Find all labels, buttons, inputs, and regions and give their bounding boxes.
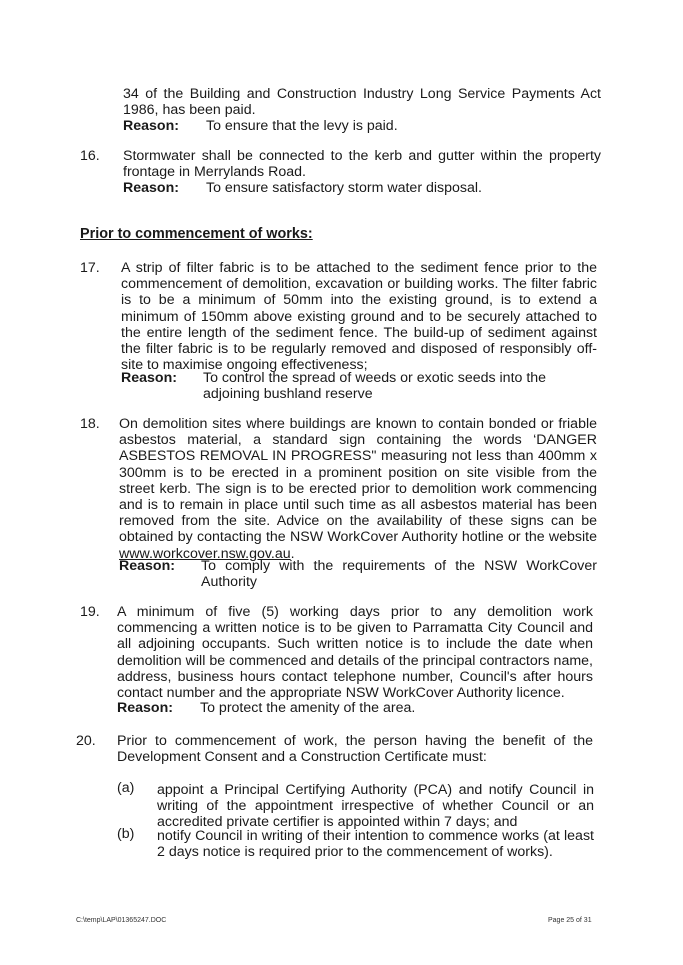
intro-paragraph: 34 of the Building and Construction Industry Long Service Payments Act 1986, has been paid. xyxy=(123,86,601,119)
item-16-reason xyxy=(123,180,601,197)
reason-text: To control the spread of weeds or exotic seeds into the adjoining bushland reserve xyxy=(203,370,547,403)
reason-text: To comply with the requirements of the NSW WorkCover Authority xyxy=(201,558,597,591)
footer-file-path: C:\temp\LAP\01365247.DOC xyxy=(76,917,167,924)
item-19-reason xyxy=(117,700,593,717)
item-18-body: On demolition sites where buildings are known to contain bonded or friable asbestos material, a standard sign containing the words ‘DANGER ASBESTOS REMOVAL IN PROGRESS" measuring not less than 400mm x 300mm is to be erected in a prominent position on site visible from the street kerb. The sign is to be erected prior to demolition work commencing and is to remain in place until such time as all asbestos material has been removed from the site. Advice on the availability of these signs can be obtained by contacting the NSW WorkCover Authority hotline or the website xyxy=(119,416,597,546)
item-number: 19. xyxy=(80,604,100,620)
link-suffix: . xyxy=(290,545,295,562)
item-19-text: A minimum of five (5) working days prior to any demolition work commencing a written notice is to be given to Parramatta City Council and all adjoining occupants. Such written notice is to include the date when demolition will be commenced and details of the principal contractors name, address, business hours contact telephone number, Council's after hours contact number and the appropriate NSW WorkCover Authority licence. xyxy=(117,604,593,702)
reason-text: To protect the amenity of the area. xyxy=(200,700,416,716)
item-number: 17. xyxy=(80,260,100,276)
workcover-website-link[interactable]: www.workcover.nsw.gov.au xyxy=(119,545,291,562)
reason-text: To ensure satisfactory storm water disposal. xyxy=(206,180,482,196)
reason-label: Reason: xyxy=(119,558,175,574)
item-16-text: Stormwater shall be connected to the kerb and gutter within the property frontage in Merrylands Road. xyxy=(123,148,601,181)
item-20-text: Prior to commencement of work, the person having the benefit of the Development Consent and a Construction Certificate must: xyxy=(117,733,593,766)
reason-label: Reason: xyxy=(123,180,179,196)
reason-label: Reason: xyxy=(123,118,179,134)
sub-item-a-label: (a) xyxy=(117,780,135,796)
sub-item-b-text: notify Council in writing of their intention to commence works (at least 2 days notice is required prior to the commencement of works). xyxy=(157,828,594,861)
reason-label: Reason: xyxy=(117,700,173,716)
item-number: 16. xyxy=(80,148,100,164)
item-18-text xyxy=(119,416,597,562)
item-17-text: A strip of filter fabric is to be attached to the sediment fence prior to the commencement of demolition, excavation or building works. The filter fabric is to be a minimum of 50mm into the existing ground, is to extend a minimum of 150mm above existing ground and to be securely attached to the entire length of the sediment fence. The build-up of sediment against the filter fabric is to be regularly removed and disposed of responsibly off-site to maximise ongoing effectiveness; xyxy=(121,260,597,374)
reason-label: Reason: xyxy=(121,370,177,386)
item-number: 20. xyxy=(76,733,96,749)
footer-page-number: Page 25 of 31 xyxy=(548,917,592,924)
sub-item-a-text: appoint a Principal Certifying Authority (PCA) and notify Council in writing of the appointment irrespective of whether Council or an accredited private certifier is appointed within 7 days; and xyxy=(157,782,594,831)
section-heading: Prior to commencement of works: xyxy=(80,226,313,242)
item-17-reason xyxy=(121,370,597,404)
item-number: 18. xyxy=(80,416,100,432)
reason-text: To ensure that the levy is paid. xyxy=(206,118,398,134)
item-18-reason xyxy=(119,558,597,592)
sub-item-b-label: (b) xyxy=(117,826,135,842)
intro-reason xyxy=(123,118,601,135)
